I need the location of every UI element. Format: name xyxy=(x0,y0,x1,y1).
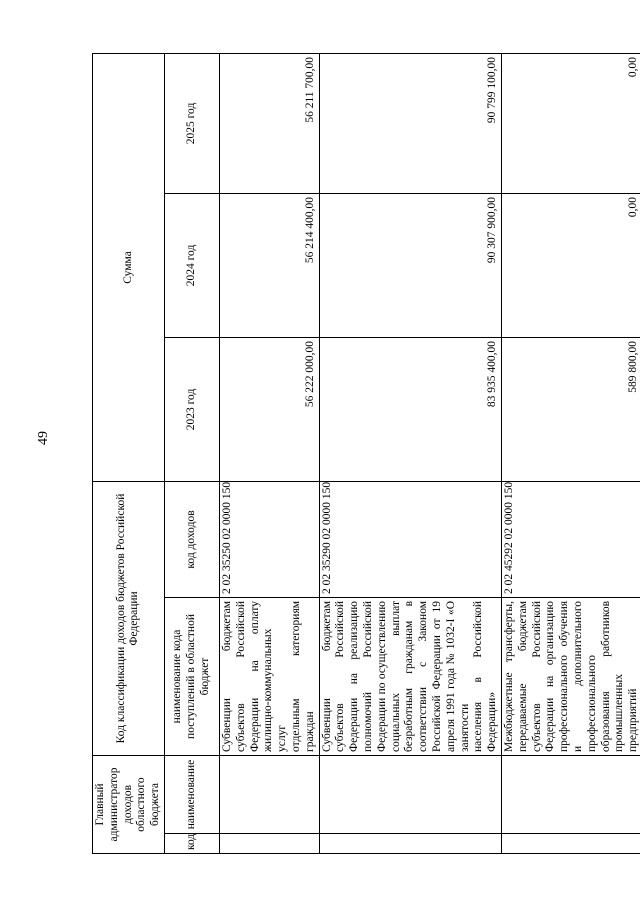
description-last-line: отдельным категориям граждан xyxy=(289,600,316,752)
table-row xyxy=(501,53,640,853)
description-last-line: населения в Российской Федерации» xyxy=(472,600,499,752)
admin-code-cell xyxy=(219,834,319,854)
income-description-cell xyxy=(219,597,319,755)
income-code-cell: 2 02 35250 02 0000 150 xyxy=(219,481,319,597)
sum-2024-cell: 0,00 xyxy=(501,193,640,337)
header-year-2025: 2025 год xyxy=(164,53,219,193)
sum-2025-cell: 56 211 700,00 xyxy=(219,53,319,193)
description-text: Субвенции бюджетам субъектов Российской Федерации на реализацию полномочий Российской Федерации по осуществлению социальных выплат безработным гражданам в соответствии с Законом Российской Федерации от 19 апреля 1991 года № 1032-I «О занятости xyxy=(320,600,471,752)
admin-code-cell xyxy=(319,834,501,854)
header-classification-group: Код классификации доходов бюджетов Российской Федерации xyxy=(93,481,165,755)
admin-code-cell xyxy=(501,834,640,854)
income-code-cell: 2 02 45292 02 0000 150 xyxy=(501,481,640,597)
admin-name-cell xyxy=(319,755,501,833)
table-row xyxy=(219,53,319,853)
header-income-code: код доходов xyxy=(164,481,219,597)
description-text: Межбюджетные трансферты, передаваемые бюджетам субъектов Российской Федерации на организацию профессионального обучения и дополнительного профессионального образования работников промышленных xyxy=(502,600,626,752)
admin-name-cell xyxy=(501,755,640,833)
sum-2023-cell: 589 800,00 xyxy=(501,337,640,481)
header-admin-code: код xyxy=(164,834,219,854)
admin-name-cell xyxy=(219,755,319,833)
sum-2024-cell: 56 214 400,00 xyxy=(219,193,319,337)
page-number: 49 xyxy=(36,431,51,445)
table-row xyxy=(319,53,501,853)
sum-2023-cell: 83 935 400,00 xyxy=(319,337,501,481)
sum-2025-cell: 90 799 100,00 xyxy=(319,53,501,193)
sum-2025-cell: 0,00 xyxy=(501,53,640,193)
sum-2023-cell: 56 222 000,00 xyxy=(219,337,319,481)
header-admin-name: наименование xyxy=(164,755,219,833)
sum-2024-cell: 90 307 900,00 xyxy=(319,193,501,337)
header-year-2024: 2024 год xyxy=(164,193,219,337)
header-admin-group: Главный администратор доходов областного бюджета xyxy=(93,755,165,853)
income-code-cell: 2 02 35290 02 0000 150 xyxy=(319,481,501,597)
rotated-table-wrapper xyxy=(92,54,640,854)
description-last-line: предприятий xyxy=(627,688,640,752)
header-income-name: наименование кода поступлений в областной бюджет xyxy=(164,597,219,755)
income-table xyxy=(92,53,640,854)
header-sum-group: Сумма xyxy=(93,53,165,481)
income-description-cell xyxy=(319,597,501,755)
header-year-2023: 2023 год xyxy=(164,337,219,481)
income-description-cell xyxy=(501,597,640,755)
description-text: Субвенции бюджетам субъектов Российской Федерации на оплату жилищно-коммунальных услуг xyxy=(220,600,289,752)
